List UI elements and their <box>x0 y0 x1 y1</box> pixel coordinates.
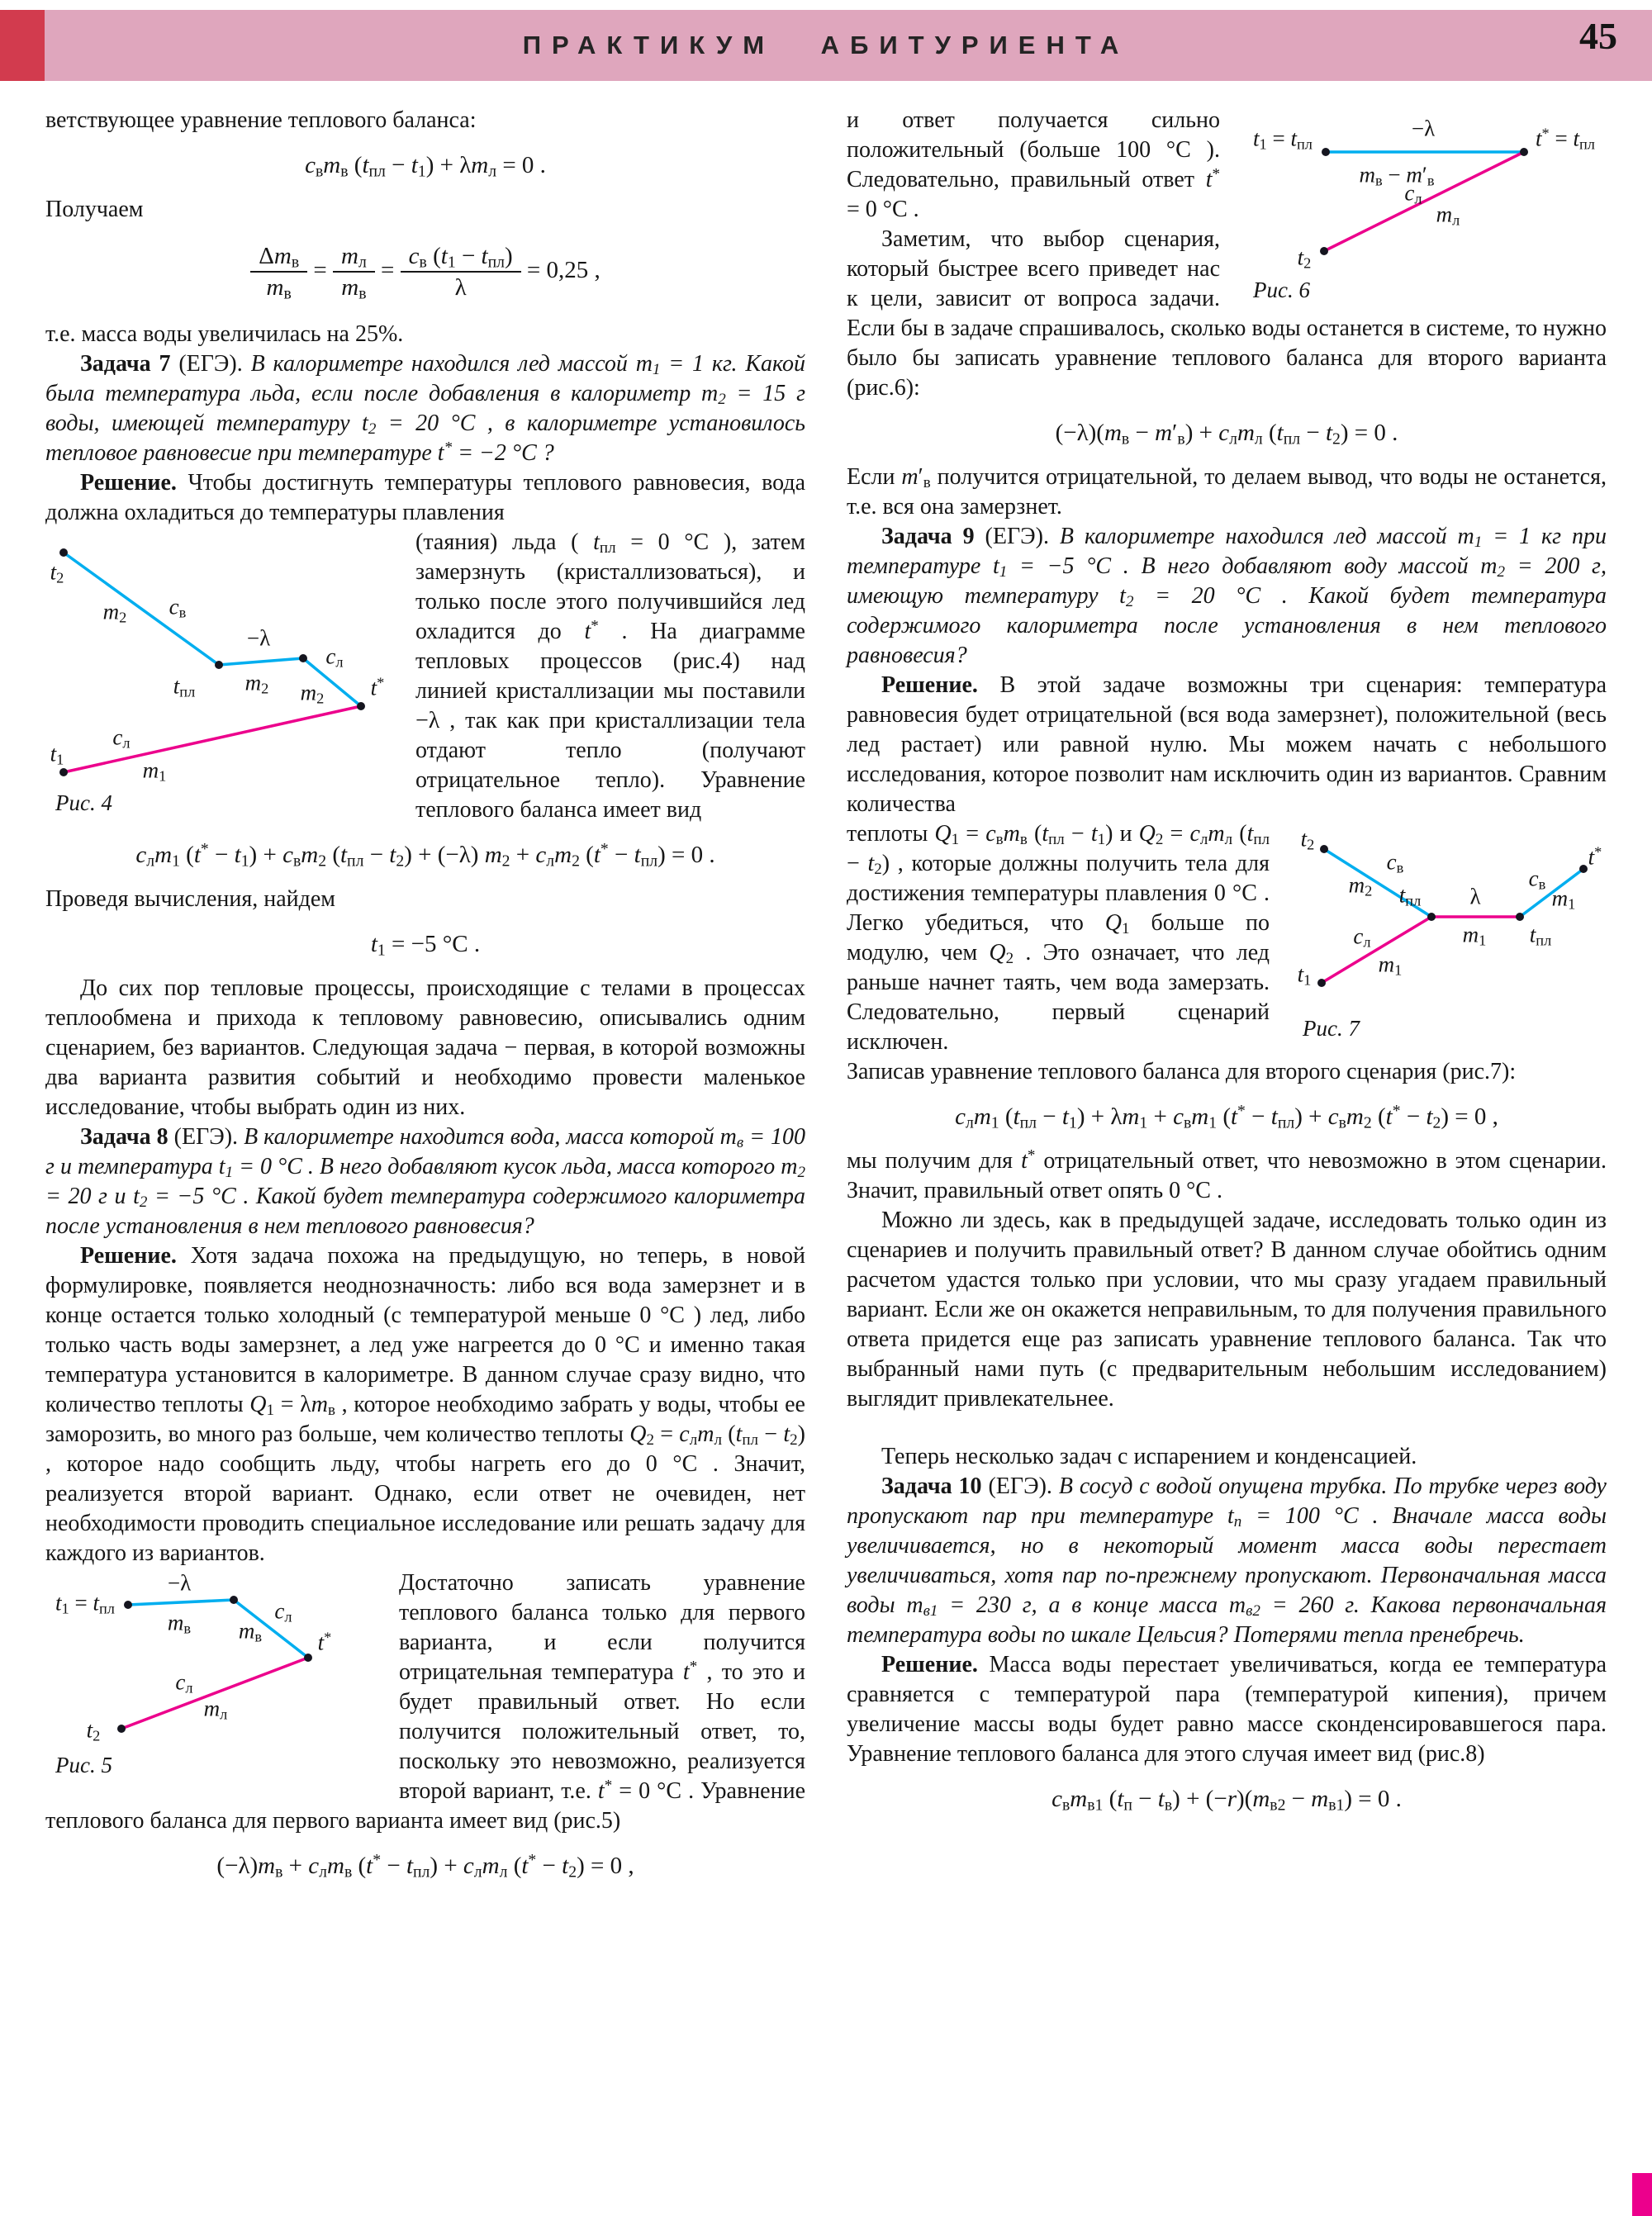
fig5-label-mv1: $m_в$ <box>167 1610 192 1637</box>
section-title: ПРАКТИКУМ АБИТУРИЕНТА <box>522 31 1130 59</box>
fig6-label-ml: $m_л$ <box>1436 202 1460 229</box>
solution-7-flow <box>45 528 805 825</box>
solution-10-body: Решение. Масса воды перестает увеличиваться, когда ее температура сравняется с температурой пара (температурой кипения), причем увеличение массы воды будет равно массе сконденсировавшегося пара. Уравнение теплового баланса для этого случая имеет вид (рис.8) <box>847 1652 1607 1767</box>
fig7-label-m1c: $m_1$ <box>1378 951 1403 979</box>
solution-8-body: Решение. Хотя задача похожа на предыдущую, но теперь, в новой формулировке, появляется неоднозначность: либо вся вода замерзнет и в конце остается только холодный (с температурой меньше 0 °C ) лед, либо только часть воды замерзнет, а лед уже нагреется до 0 °C и именно такая температура установится в калориметре. В данном случае сразу видно, что количество теплоты $Q_1 = \lambda m_в$ , которое необходимо забрать у воды, чтобы ее заморозить, во много раз больше, чем количество теплоты $Q_2 = c_лm_л$ $(t_{пл} - t_2)$ , которое надо сообщить льду, чтобы нагреть его до 0 °C . Значит, реализуется второй вариант. Однако, если ответ не очевиден, нет необходимости проводить специальное исследование или решать задачу для каждого из вариантов. <box>45 1242 805 1566</box>
figure-6-caption: Рис. 6 <box>1253 278 1310 302</box>
figure-5-caption: Рис. 5 <box>55 1752 112 1777</box>
page-number: 45 <box>1579 15 1617 57</box>
figure-7 <box>1293 826 1607 1043</box>
fig7-label-lambda: λ <box>1469 884 1481 909</box>
solution-9-body: теплоты $Q_1 = c_вm_в$ $(t_{пл} - t_1)$ и $Q_2 = c_лm_л$ $(t_{пл} - t_2)$ , которые должны получить тела для достижения температуры плавления 0 °C . Легко убедиться, что $Q_1$ больше по модулю, чем $Q_2$ . Это означает, что лед раньше начнет таять, чем вода замерзать. Следовательно, первый сценарий исключен. <box>847 821 1270 1055</box>
fig5-label-mv2: $m_в$ <box>238 1618 263 1645</box>
paragraph: Если $m'_в$ получится отрицательной, то делаем вывод, что воды не останется, т.е. вся она замерзнет. <box>847 464 1607 520</box>
solution-8-result-flow <box>847 106 1607 403</box>
fig4-label-m2a: $m_2$ <box>102 599 127 626</box>
formula-heat-balance-1: $c_вm_в$ $(t_{пл} - t_1) + \lambda m_л = 0$ . <box>305 152 546 181</box>
paragraph: т.е. масса воды увеличилась на 25%. <box>45 320 404 347</box>
bottom-corner-mark <box>1632 2173 1652 2216</box>
page-header <box>0 10 1652 81</box>
paragraph: мы получим для t* отрицательный ответ, что невозможно в этом сценарии. Значит, правильный ответ опять 0 °C . <box>847 1146 1607 1203</box>
fig5-label-tstar: t* <box>317 1628 332 1654</box>
formula-scenario-2: $(-\lambda)(m_в - m'_в) + c_лm_л$ $(t_{пл} - t_2) = 0$ . <box>1055 420 1398 448</box>
fig6-label-minus-lambda: −λ <box>1411 116 1436 141</box>
paragraph: Теперь несколько задач с испарением и конденсацией. <box>881 1444 1417 1469</box>
fig7-label-tstar: t* <box>1588 843 1602 870</box>
fig7-label-cv2: $c_в$ <box>1528 866 1546 893</box>
figure-4 <box>45 534 392 818</box>
fig5-label-t1tpl: $t_1 = t_{пл}$ <box>55 1590 115 1617</box>
fig7-label-t2: $t_2$ <box>1300 826 1315 853</box>
problem-9-statement: Задача 9 (ЕГЭ). В калориметре находился лед массой $m_1 = 1$ кг при температуре $t_1 = -5$ °C . В него добавляют воду массой $m_2 = 200$ г, имеющую температуру $t_2 = 20$ °C . Какой будет температура содержимого калориметра после установления в нем теплового равновесия? <box>847 524 1607 668</box>
paragraph: ветствующее уравнение теплового баланса: <box>45 107 477 133</box>
fig5-label-cl1: $c_л$ <box>274 1598 292 1625</box>
fig4-label-t2: $t_2$ <box>50 559 64 586</box>
fig4-label-m1: $m_1$ <box>142 757 167 785</box>
figure-4-caption: Рис. 4 <box>55 790 112 815</box>
paragraph: Получаем <box>45 197 144 222</box>
solution-9-continuation: Записав уравнение теплового баланса для второго сценария (рис.7): <box>847 1059 1517 1084</box>
solution-7-intro: Решение. Чтобы достигнуть температуры теплового равновесия, вода должна охладиться до температуры плавления <box>45 469 805 525</box>
fig4-label-cv: $c_в$ <box>169 594 187 621</box>
fig4-label-m2b: $m_2$ <box>244 670 269 697</box>
formula-condensation: $c_вm_{в1}$ $(t_п - t_в) + (-r)(m_{в2} - m_{в1}) = 0$ . <box>1051 1786 1402 1815</box>
fig6-label-t2: $t_2$ <box>1297 244 1312 272</box>
text-columns <box>45 106 1607 1896</box>
fig5-label-minus-lambda: −λ <box>167 1570 192 1595</box>
fig7-label-m2: $m_2$ <box>1348 872 1373 899</box>
solution-9-intro: Решение. В этой задаче возможны три сценария: температура равновесия будет отрицательной (вся вода замерзнет), положительной (весь лед растает) или равной нулю. Мы можем начать с небольшого исследования, которое позволит нам исключить один из вариантов. Сравним количества <box>847 672 1607 817</box>
fig4-label-cl2: $c_л$ <box>112 724 131 752</box>
fig4-label-cl1: $c_л$ <box>325 643 344 671</box>
paragraph: и ответ получается сильно положительный (больше 100 °C ). Следовательно, правильный ответ t* = 0 °C . <box>847 107 1220 222</box>
solution-8-flow <box>45 1568 805 1836</box>
paragraph: Проведя вычисления, найдем <box>45 885 336 912</box>
fig7-label-tpl1: $t_{пл}$ <box>1398 882 1422 909</box>
formula-answer-t1: $t_1 = -5$ °C . <box>370 930 481 959</box>
fig5-label-cl2: $c_л$ <box>175 1669 193 1696</box>
fig7-label-m1b: $m_1$ <box>1551 885 1576 913</box>
solution-8-continuation: Достаточно записать уравнение теплового баланса только для первого варианта, и если получится отрицательная температура t* , то это и будет правильный ответ. Но если получится положительный ответ, то, поскольку это невозможно, реализуется второй вариант, т.е. t* = 0 °C . Уравнение теплового баланса для первого варианта имеет вид (рис.5) <box>45 1569 805 1834</box>
fig4-label-t1: $t_1$ <box>50 741 64 768</box>
fig7-label-tpl2: $t_{пл}$ <box>1529 922 1552 949</box>
solution-7-body: (таяния) льда ( $t_{пл} = 0$ °C ), затем замерзнуть (кристаллизоваться), и только после этого получившийся лед охладится до t* . На диаграмме тепловых процессов (рис.4) над линией кристаллизации мы поставили −λ , так как при кристаллизации тела отдают тепло (получают отрицательное тепло). Уравнение теплового баланса имеет вид <box>415 529 806 823</box>
formula-scenario-2-problem9: $c_лm_1$ $(t_{пл} - t_1) + \lambda m_1 + c_вm_1$ $(t^* - t_{пл}) + c_вm_2$ $(t^* - t_2) = 0$ , <box>955 1102 1498 1132</box>
fig7-label-cl: $c_л$ <box>1353 923 1371 951</box>
fig5-label-t2: $t_2$ <box>86 1717 101 1744</box>
solution-9-flow <box>847 819 1607 1087</box>
fig7-label-m1a: $m_1$ <box>1462 922 1487 949</box>
fig7-label-t1: $t_1$ <box>1297 961 1312 989</box>
figure-7-caption: Рис. 7 <box>1303 1016 1360 1041</box>
problem-7-statement: Задача 7 (ЕГЭ). В калориметре находился лед массой $m_1 = 1$ кг. Какой была температура льда, если после добавления в калориметр $m_2 = 15$ г воды, имеющей температуру $t_2 = 20$ °C , в калориметре установилось тепловое равновесие при температуре t* = −2 °C ? <box>45 350 805 466</box>
fig4-label-tstar: t* <box>370 673 385 700</box>
fig6-label-tstartpl: $t^* = t_{пл}$ <box>1536 125 1595 153</box>
fig6-label-cl: $c_л$ <box>1404 180 1422 207</box>
fig6-label-t1tpl: $t_1 = t_{пл}$ <box>1253 126 1313 153</box>
problem-8-statement: Задача 8 (ЕГЭ). В калориметре находится вода, масса которой $m_в = 100$ г и температура $t_1 = 0$ °C . В него добавляют кусок льда, масса которого $m_2 = 20$ г и $t_2 = -5$ °C . Какой будет температура содержимого калориметра после установления в нем теплового равновесия? <box>45 1123 805 1239</box>
fig4-label-m2c: $m_2$ <box>300 680 325 707</box>
paragraph: Заметим, что выбор сценария, который быстрее всего приведет нас к цели, зависит от вопроса задачи. Если бы в задаче спрашивалось, сколько воды останется в системе, то нужно было бы записать уравнение теплового баланса для второго варианта (рис.6): <box>847 226 1607 401</box>
fig5-label-ml: $m_л$ <box>203 1696 228 1723</box>
figure-5 <box>45 1570 376 1780</box>
paragraph: До сих пор тепловые процессы, происходящие с телами в процессах теплообмена и прихода к тепловому равновесию, описывались одним сценарием, без вариантов. Следующая задача − первая, в которой возможны два варианта развития событий и необходимо провести маленькое исследование, чтобы выбрать один из них. <box>45 975 805 1120</box>
fig4-label-tpl: $t_{пл}$ <box>173 673 196 700</box>
left-column <box>45 106 805 1896</box>
fig7-label-cv1: $c_в$ <box>1386 849 1404 876</box>
paragraph: Можно ли здесь, как в предыдущей задаче, исследовать только один из сценариев и получить правильный ответ? В данном случае обойтись одним расчетом удастся только при условии, что мы сразу угадаем правильный вариант. Если же он окажется неправильным, то для получения правильного ответа придется еще раз записать уравнение теплового баланса. Так что выбранный нами путь (с предварительным небольшим исследованием) выглядит привлекательнее. <box>847 1208 1607 1412</box>
problem-10-statement: Задача 10 (ЕГЭ). В сосуд с водой опущена трубка. По трубке через воду пропускают пар при температуре $t_п = 100$ °C . Вначале масса воды увеличивается, но в некоторый момент масса воды перестает увеличиваться, хотя пар по-прежнему пропускают. Первоначальная масса воды $m_{в1} = 230$ г, а в конце масса $m_{в2} = 260$ г. Какова первоначальная температура воды по шкале Цельсия? Потерями тепла пренебречь. <box>847 1473 1607 1648</box>
formula-mass-ratio: $\frac{\Delta m_в}{m_в}$ = $\frac{m_л}{m_в}$ = $\frac{c_в (t_1 - t_{пл})}{\lambda}$ = 0,25 , <box>45 241 805 303</box>
fig7-diagram <box>1293 826 1607 1012</box>
fig6-label-mvdiff: $m_в - m'_в$ <box>1359 162 1435 189</box>
right-column <box>847 106 1607 1896</box>
fig4-label-minus-lambda: −λ <box>246 625 271 650</box>
formula-heat-balance-2: $c_лm_1$ $(t^* - t_1) + c_вm_2$ $(t_{пл} - t_2) + (-\lambda) m_2 + c_лm_2$ $(t^* - t_{пл}) = 0$ . <box>135 839 715 870</box>
figure-6 <box>1243 112 1607 305</box>
formula-heat-balance-3: $(-\lambda)m_в + c_лm_в$ $(t^* - t_{пл}) + c_лm_л$ $(t^* - t_2) = 0$ , <box>216 1850 634 1881</box>
